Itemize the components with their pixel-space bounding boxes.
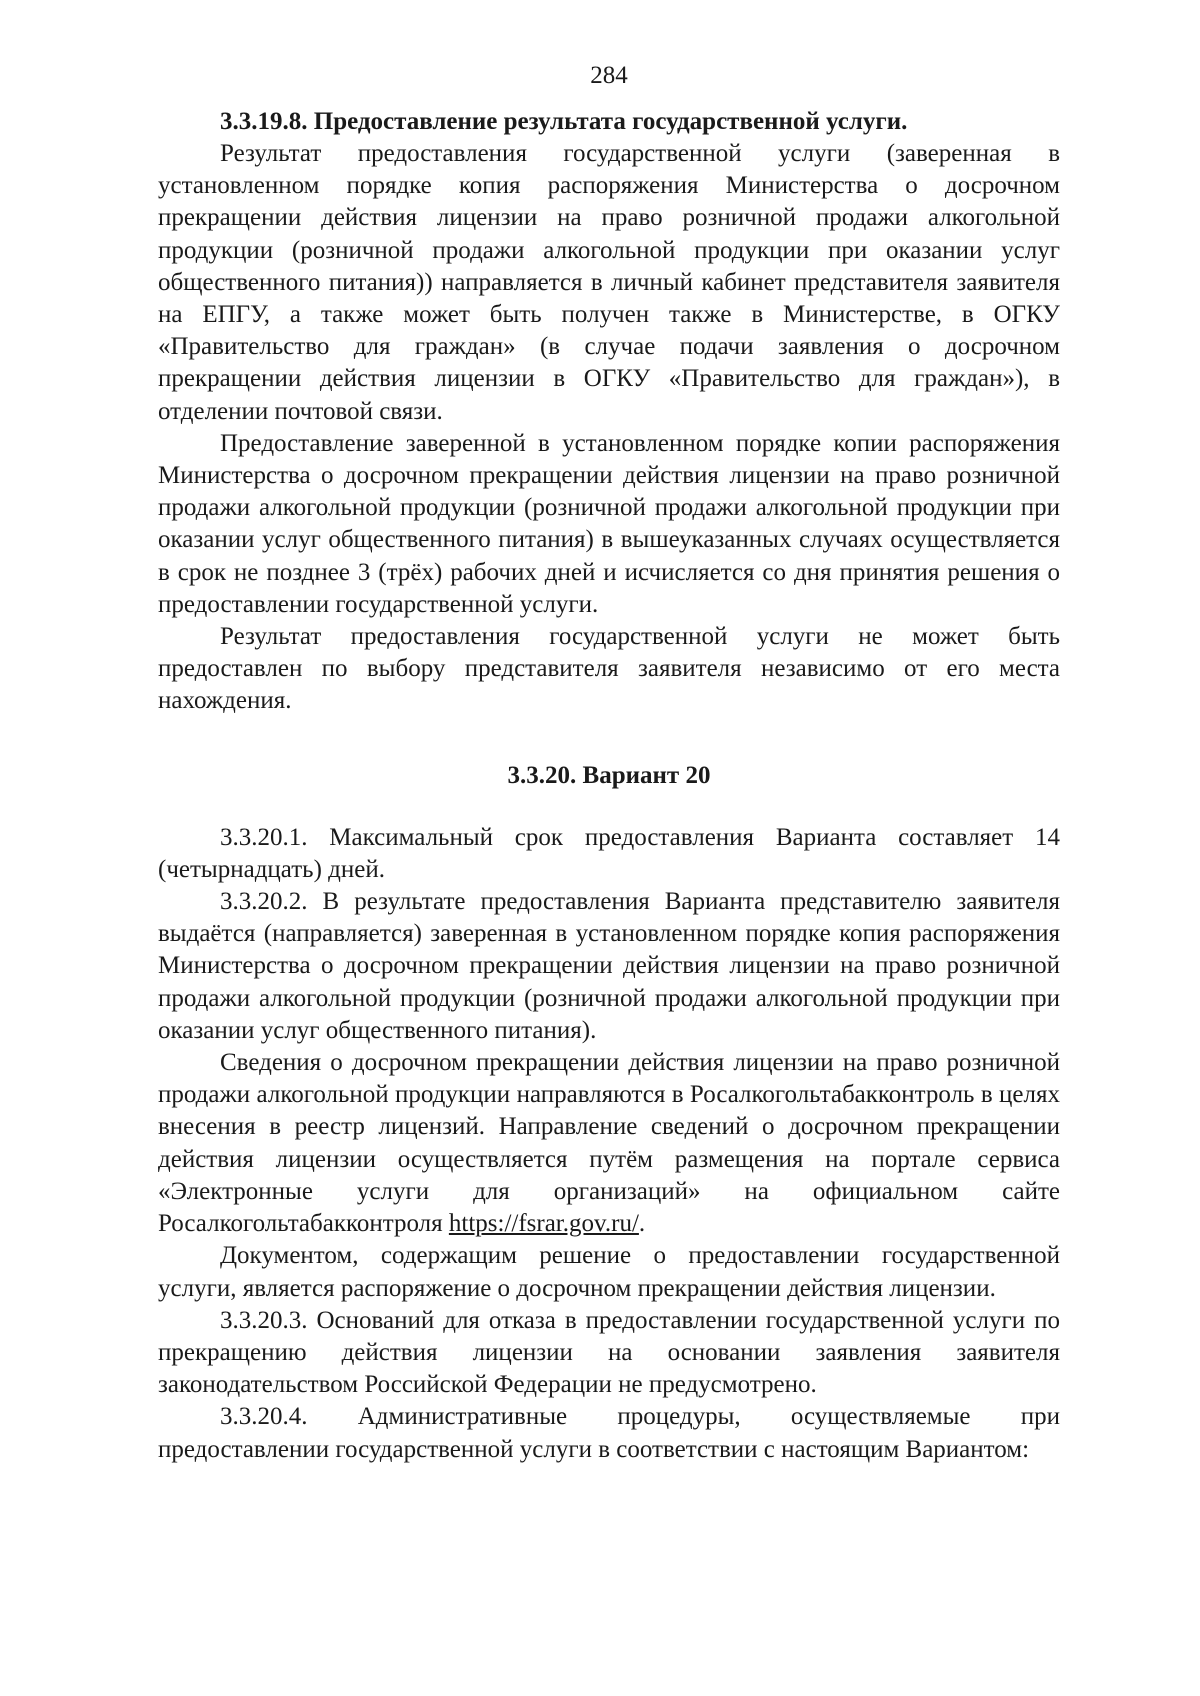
paragraph-3-3-20-1: 3.3.20.1. Максимальный срок предоставления Варианта составляет 14 (четырнадцать) дней. [158,823,1060,883]
paragraph-3-3-20-2: 3.3.20.2. В результате предоставления Варианта представителю заявителя выдаётся (направляется) заверенная в установленном порядке копия распоряжения Министерства о досрочном прекращении действия лицензии на право розничной продажи алкогольной продукции (розничной продажи алкогольной продукции при оказании услуг общественного питания). [158,888,1060,1044]
paragraph-3-3-20-3: 3.3.20.3. Оснований для отказа в предоставлении государственной услуги по прекращению действия лицензии на основании заявления заявителя законодательством Российской Федерации не предусмотрено. [158,1306,1060,1399]
section-title: 3.3.20. Вариант 20 [507,761,711,789]
registry-info-text: Сведения о досрочном прекращении действия лицензии на право розничной продажи алкогольной продукции направляются в Росалкогольтабакконтроль в целях внесения в реестр лицензий. Направление сведений о досрочном прекращении действия лицензии осуществляется путём размещения на портале сервиса «Электронные услуги для организаций» на официальном сайте Росалкогольтабакконтроля [158,1049,1060,1238]
paragraph-decision-document: Документом, содержащим решение о предоставлении государственной услуги, является распоряжение о досрочном прекращении действия лицензии. [158,1242,1060,1302]
paragraph-3-3-20-4: 3.3.20.4. Административные процедуры, осуществляемые при предоставлении государственной услуги в соответствии с настоящим Вариантом: [158,1403,1060,1463]
registry-info-end: . [638,1210,646,1238]
paragraph-result: Результат предоставления государственной услуги (заверенная в установленном порядке копия распоряжения Министерства о досрочном прекращении действия лицензии на право розничной продажи алкогольной продукции (розничной продажи алкогольной продукции при оказании услуг общественного питания)) направляется в личный кабинет представителя заявителя на ЕПГУ, а также может быть получен также в Министерстве, в ОГКУ «Правительство для граждан» (в случае подачи заявления о досрочном прекращении действия лицензии в ОГКУ «Правительство для граждан»), в отделении почтовой связи. [158,140,1060,425]
page-number: 284 [590,62,628,89]
fsrar-link[interactable]: https://fsrar.gov.ru/ [448,1210,639,1238]
subheading: 3.3.19.8. Предоставление результата государственной услуги. [220,108,908,135]
paragraph-registry-info [158,1047,1060,1240]
paragraph-copy-term: Предоставление заверенной в установленном порядке копии распоряжения Министерства о досрочном прекращении действия лицензии на право розничной продажи алкогольной продукции (розничной продажи алкогольной продукции при оказании услуг общественного питания) в вышеуказанных случаях осуществляется в срок не позднее 3 (трёх) рабочих дней и исчисляется со дня принятия решения о предоставлении государственной услуги. [158,429,1060,618]
paragraph-extraterritorial: Результат предоставления государственной услуги не может быть предоставлен по выбору представителя заявителя независимо от его места нахождения. [158,623,1060,715]
